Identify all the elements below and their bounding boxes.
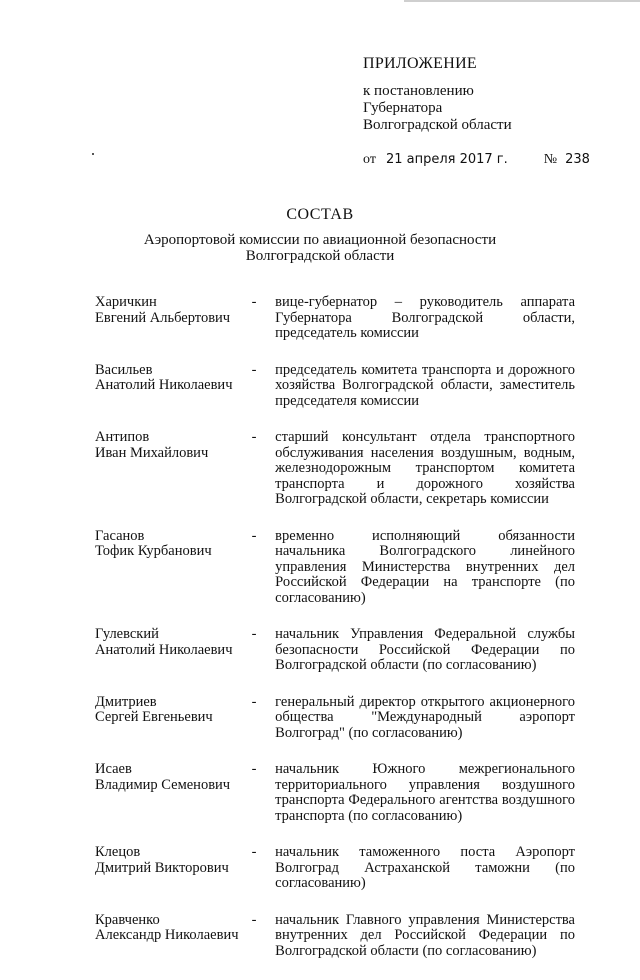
document-number: 238 xyxy=(565,152,590,167)
member-given-names: Дмитрий Викторович xyxy=(95,859,229,876)
separator-dash: - xyxy=(251,911,257,928)
separator-dash: - xyxy=(251,429,257,445)
member-given-names: Тофик Курбанович xyxy=(95,543,212,559)
member-surname: Гасанов xyxy=(95,527,145,544)
member-role: начальник Южного межрегионального территориального управления воздушного транспорта Федерального агентства воздушного транспорта (по согласованию) xyxy=(275,761,575,824)
member-given-names: Иван Михайлович xyxy=(95,444,209,461)
member-role: начальник таможенного поста Аэропорт Волгоград Астраханской таможни (по согласованию) xyxy=(275,844,575,891)
member-surname: Дмитриев xyxy=(95,693,157,710)
member-given-names: Евгений Альбертович xyxy=(95,309,231,326)
member-role: начальник Главного управления Министерства внутренних дел Российской Федерации по Волгоградской области (по согласованию) xyxy=(275,911,575,959)
separator-dash: - xyxy=(251,527,257,544)
member-role: временно исполняющий обязанности начальника Волгоградского линейного управления Министерства внутренних дел Российской Федерации на транспорте (по согласованию) xyxy=(275,527,575,606)
separator-dash: - xyxy=(251,844,257,860)
subtitle-line-1: Аэропортовой комиссии по авиационной безопасности xyxy=(143,232,497,248)
number-prefix: № xyxy=(543,152,558,167)
member-name xyxy=(95,529,251,607)
member-surname: Харичкин xyxy=(95,294,157,310)
document-date: 21 апреля 2017 г. xyxy=(385,152,508,167)
separator-dash: - xyxy=(251,361,257,378)
member-given-names: Владимир Семенович xyxy=(95,776,231,793)
member-given-names: Анатолий Николаевич xyxy=(95,641,233,658)
member-name xyxy=(95,363,251,410)
member-name xyxy=(95,845,251,892)
date-prefix: от xyxy=(363,152,376,167)
member-surname: Гулевский xyxy=(95,626,159,642)
list-item xyxy=(95,695,575,742)
list-item xyxy=(95,913,575,960)
list-item xyxy=(95,363,575,410)
list-item xyxy=(95,627,575,674)
approval-line-2: Губернатора xyxy=(363,100,443,116)
approval-line-1: к постановлению xyxy=(363,83,474,99)
separator-dash: - xyxy=(251,626,257,642)
member-name xyxy=(95,695,251,742)
document-heading xyxy=(0,206,640,264)
member-role: старший консультант отдела транспортного обслуживания населения воздушным, водным, железнодорожным транспортом комитета транспорта и дорожного хозяйства Волгоградской области, секретарь комиссии xyxy=(275,429,575,507)
member-given-names: Александр Николаевич xyxy=(95,927,239,943)
member-name xyxy=(95,430,251,508)
separator-dash: - xyxy=(251,761,257,777)
member-role: вице-губернатор – руководитель аппарата Губернатора Волгоградской области, председатель комиссии xyxy=(275,294,575,341)
member-surname: Васильев xyxy=(95,361,153,378)
separator-dash: - xyxy=(251,693,257,710)
member-name xyxy=(95,627,251,674)
list-item xyxy=(95,295,575,342)
subtitle-line-2: Волгоградской области xyxy=(245,248,395,264)
scan-top-line xyxy=(404,0,640,2)
member-name xyxy=(95,913,251,960)
members-list xyxy=(95,295,575,980)
member-surname: Клецов xyxy=(95,844,141,860)
member-surname: Антипов xyxy=(95,429,150,445)
approval-block xyxy=(363,55,590,168)
appendix-title: ПРИЛОЖЕНИЕ xyxy=(363,55,478,72)
member-role: начальник Управления Федеральной службы безопасности Российской Федерации по Волгоградской области (по согласованию) xyxy=(275,626,575,673)
member-given-names: Анатолий Николаевич xyxy=(95,377,233,393)
member-surname: Кравченко xyxy=(95,911,160,928)
scan-speck xyxy=(92,153,94,155)
member-role: председатель комитета транспорта и дорожного хозяйства Волгоградской области, заместитель председателя комиссии xyxy=(275,361,575,409)
list-item xyxy=(95,762,575,824)
page-title: СОСТАВ xyxy=(286,206,354,223)
list-item xyxy=(95,529,575,607)
member-surname: Исаев xyxy=(95,761,132,777)
separator-dash: - xyxy=(251,294,257,310)
approval-line-3: Волгоградской области xyxy=(363,117,512,133)
member-role: генеральный директор открытого акционерного общества "Международный аэропорт Волгоград" (по согласованию) xyxy=(275,693,575,741)
list-item xyxy=(95,845,575,892)
member-given-names: Сергей Евгеньевич xyxy=(95,709,213,725)
member-name xyxy=(95,295,251,342)
list-item xyxy=(95,430,575,508)
member-name xyxy=(95,762,251,824)
date-row xyxy=(363,151,590,168)
